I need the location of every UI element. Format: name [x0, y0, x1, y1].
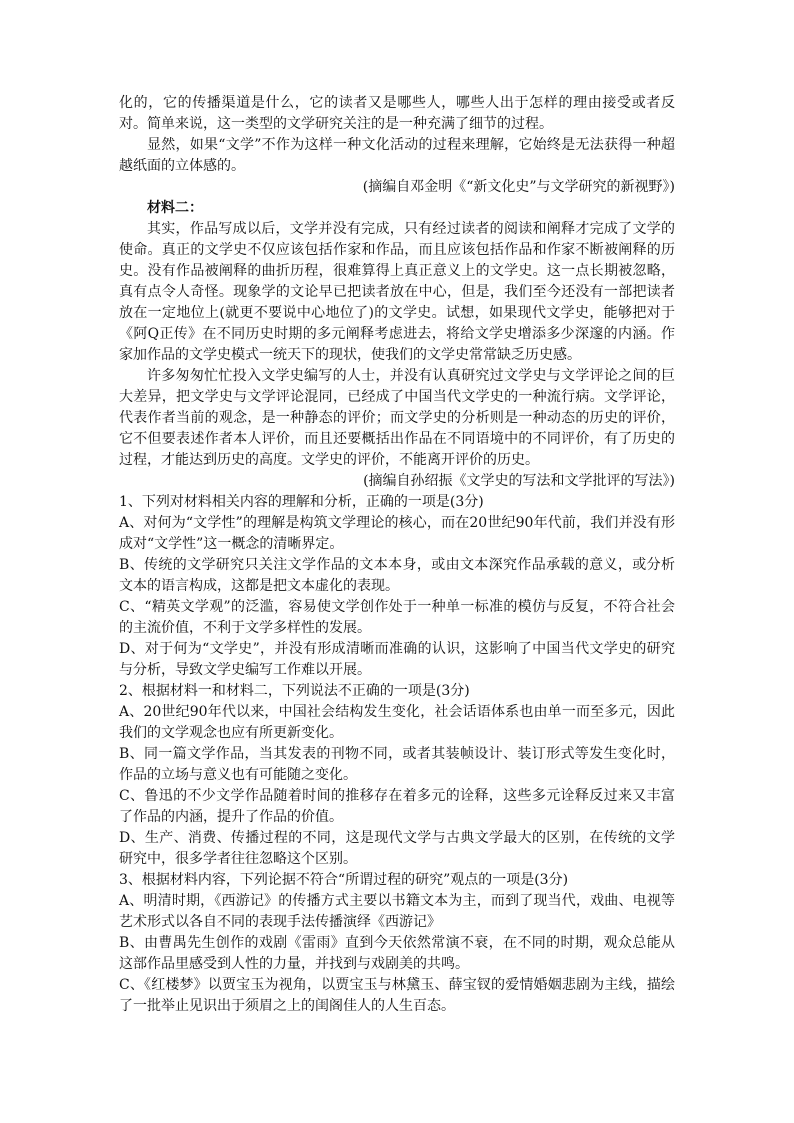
question-option: C、鲁迅的不少文学作品随着时间的推移存在着多元的诠释，这些多元诠释反过来又丰富了作品的内涵，提升了作品的价值。 — [119, 788, 675, 825]
question-stem: 3、根据材料内容，下列论据不符合“所谓过程的研究”观点的一项是(3分) — [119, 872, 569, 888]
question-option: D、对于何为“文学史”，并没有形成清晰而准确的认识，这影响了中国当代文学史的研究与分析，导致文学史编写工作难以开展。 — [119, 641, 675, 678]
question-option: A、20世纪90年代以来，中国社会结构发生变化，社会话语体系也由单一而至多元，因此我们的文学观念也应有所更新变化。 — [119, 704, 675, 741]
material2-paragraph: 其实，作品写成以后，文学并没有完成，只有经过读者的阅读和阐释才完成了文学的使命。真正的文学史不仅应该包括作家和作品，而且应该包括作品和作家不断被阐释的历史。没有作品被阐释的曲折历程，很难算得上真正意义上的文学史。这一点长期被忽略，真有点令人奇怪。现象学的文论早已把读者放在中心，但是，我们至今还没有一部把读者放在一定地位上(就更不要说中心地位了)的文学史。试想，如果现代文学史，能够把对于《阿Q正传》在不同历史时期的多元阐释考虑进去，将给文学史增添多少深邃的内涵。作家加作品的文学史模式一统天下的现状，使我们的文学史常常缺乏历史感。 — [119, 221, 675, 363]
page-content — [119, 93, 675, 1017]
material2-paragraph: 许多匆匆忙忙投入文学史编写的人士，并没有认真研究过文学史与文学评论之间的巨大差异，把文学史与文学评论混同，已经成了中国当代文学史的一种流行病。文学评论，代表作者当前的观念，是一种静态的评价；而文学史的分析则是一种动态的历史的评价，它不但要表述作者本人评价，而且还要概括出作品在不同语境中的不同评价，有了历史的过程，才能达到历史的高度。文学史的评价，不能离开评价的历史。 — [119, 368, 675, 468]
question-stem: 2、根据材料一和材料二，下列说法不正确的一项是(3分) — [119, 683, 470, 699]
question-option: B、同一篇文学作品，当其发表的刊物不同，或者其装帧设计、装订形式等发生变化时，作品的立场与意义也有可能随之变化。 — [119, 746, 675, 783]
material1-paragraph: 化的，它的传播渠道是什么，它的读者又是哪些人，哪些人出于怎样的理由接受或者反对。简单来说，这一类型的文学研究关注的是一种充满了细节的过程。 — [119, 95, 675, 132]
question-option: C、《红楼梦》以贾宝玉为视角，以贾宝玉与林黛玉、薛宝钗的爱情婚姻悲剧为主线，描绘了一批举止见识出于须眉之上的闺阁佳人的人生百态。 — [119, 977, 675, 1014]
material1-paragraph: 显然，如果“文学”不作为这样一种文化活动的过程来理解，它始终是无法获得一种超越纸面的立体感的。 — [119, 137, 675, 174]
question-option: D、生产、消费、传播过程的不同，这是现代文学与古典文学最大的区别，在传统的文学研究中，很多学者往往忽略这个区别。 — [119, 830, 675, 867]
question-option: A、明清时期，《西游记》的传播方式主要以书籍文本为主，而到了现当代，戏曲、电视等艺术形式以各自不同的表现手法传播演绎《西游记》 — [119, 893, 675, 930]
question-option: C、“精英文学观”的泛滥，容易使文学创作处于一种单一标准的模仿与反复，不符合社会的主流价值，不利于文学多样性的发展。 — [119, 599, 675, 636]
question-option: B、传统的文学研究只关注文学作品的文本本身，或由文本深究作品承载的意义，或分析文本的语言构成，这都是把文本虚化的表现。 — [119, 557, 675, 594]
question-stem: 1、下列对材料相关内容的理解和分析，正确的一项是(3分) — [119, 494, 484, 510]
material2-source: (摘编自孙绍振《文学史的写法和文学批评的写法》) — [363, 473, 675, 489]
question-option: B、由曹禺先生创作的戏剧《雷雨》直到今天依然常演不衰，在不同的时期，观众总能从这部作品里感受到人性的力量，并找到与戏剧美的共鸣。 — [119, 935, 675, 972]
material2-heading: 材料二： — [147, 200, 203, 216]
material1-source: (摘编自邓金明《“新文化史”与文学研究的新视野》) — [362, 179, 675, 195]
question-option: A、对何为“文学性”的理解是构筑文学理论的核心，而在20世纪90年代前，我们并没有形成对“文学性”这一概念的清晰界定。 — [119, 515, 675, 552]
